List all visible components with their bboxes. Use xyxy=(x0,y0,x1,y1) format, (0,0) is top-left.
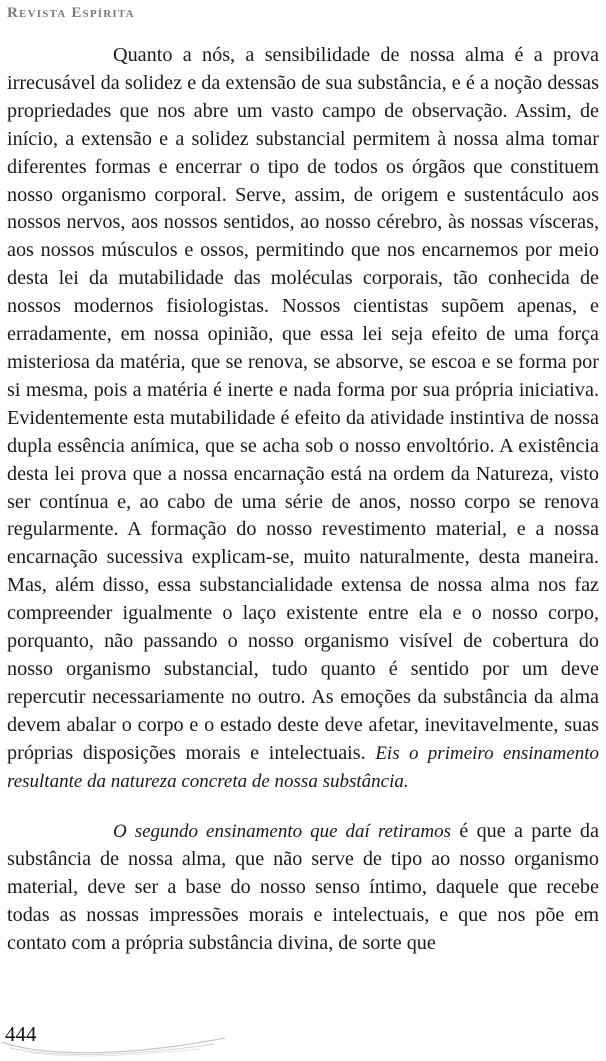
paragraph-1-italic-tail: Eis o primeiro ensinamento resultante da natureza concreta de nossa substância. xyxy=(7,742,599,792)
running-header: Revista Espírita xyxy=(7,5,135,21)
paragraph-2-text: é que a parte da substância de nossa alma, que não serve de tipo ao nosso organismo material, deve ser a base do nosso senso íntimo, daquele que recebe todas as nossas impressões morais e intelectuais, e que nos põe em contato com a própria substância divina, de sorte que xyxy=(7,820,599,955)
paragraph-1-text: Quanto a nós, a sensibilidade de nossa alma é a prova irrecusável da solidez e da extensão de sua substância, e é a noção dessas propriedades que nos abre um vasto campo de observação. Assim, de início, a extensão e a solidez substancial permitem à nossa alma tomar diferentes formas e encerrar o tipo de todos os órgãos que constituem nosso organismo corporal. Serve, assim, de origem e sustentáculo aos nossos nervos, aos nossos sentidos, ao nosso cérebro, às nossas vísceras, aos nossos músculos e ossos, permitindo que nos encarnemos por meio desta lei da mutabilidade das moléculas corporais, tão conhecida de nossos modernos fisiologistas. Nossos cientistas supõem apenas, e erradamente, em nossa opinião, que essa lei seja efeito de uma força misteriosa da matéria, que se renova, se absorve, se escoa e se forma por si mesma, pois a matéria é inerte e nada forma por sua própria iniciativa. Evidentemente esta mutabilidade é efeito da atividade instintiva de nossa dupla essência anímica, que se acha sob o nosso envoltório. A existência desta lei prova que a nossa encarnação está na ordem da Natureza, visto ser contínua e, ao cabo de uma série de anos, nosso corpo se renova regularmente. A formação do nosso revestimento material, e a nossa encarnação sucessiva explicam-se, muito naturalmente, desta maneira. Mas, além disso, essa substancialidade extensa de nossa alma nos faz compreender igualmente o laço existente entre ela e o nosso corpo, porquanto, não passando o nosso organismo visível de cobertura do nosso organismo substancial, tudo quanto é sentido por um deve repercutir necessariamente no outro. As emoções da substância da alma devem abalar o corpo e o estado deste deve afetar, inevitavelmente, suas próprias disposições morais e intelectuais. xyxy=(7,44,599,764)
paragraph-1 xyxy=(7,42,599,795)
paragraph-2-italic-head: O segundo ensinamento que daí retiramos xyxy=(113,821,452,843)
paragraph-2 xyxy=(7,818,599,958)
page-body xyxy=(7,42,599,958)
page-number: 444 xyxy=(5,1022,37,1046)
